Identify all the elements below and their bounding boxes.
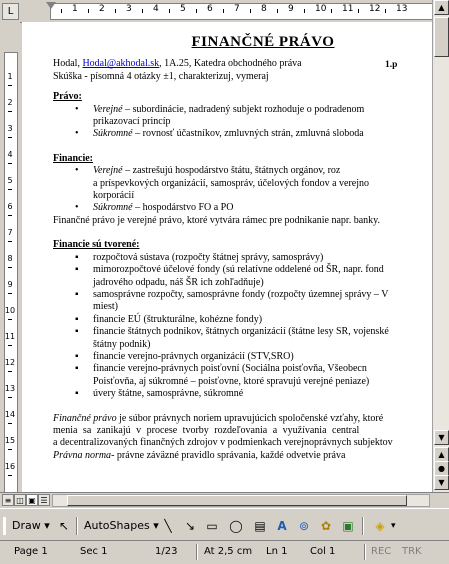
square-bullet-icon: ▪ [75, 264, 79, 276]
clip-art-icon[interactable]: ✿ [320, 519, 332, 533]
vertical-scrollbar[interactable] [432, 0, 449, 492]
ruler-tick [88, 9, 89, 13]
document-title: FINANČNÉ PRÁVO [191, 34, 335, 50]
list-item-continuation: štátny podnik) [93, 338, 151, 350]
vertical-scroll-thumb[interactable] [434, 17, 449, 57]
ruler-tick [304, 9, 305, 13]
vertical-ruler-number: 7 [7, 228, 13, 237]
page-number-label: 1.p [385, 60, 398, 70]
ruler-number: 4 [153, 4, 159, 14]
select-objects-icon[interactable]: ↖ [58, 519, 70, 533]
status-divider [364, 544, 366, 560]
vertical-ruler-tick [8, 215, 12, 216]
item-text: – zastrešujú hospodárstvo štátu, štátnych orgánov, roz [122, 165, 341, 177]
ruler-number: 8 [261, 4, 267, 14]
scroll-up-icon[interactable]: ▲ [434, 0, 449, 15]
item-text: – rovnosť účastníkov, zmluvných strán, zmluvná sloboda [132, 128, 364, 140]
item-text: – hospodárstvo FO a PO [132, 202, 234, 214]
ruler-tick [142, 9, 143, 13]
vertical-ruler[interactable] [0, 22, 20, 492]
status-page-of: 1/23 [155, 546, 178, 557]
vertical-ruler-number: 1 [7, 72, 13, 81]
autoshapes-label: AutoShapes [84, 519, 150, 532]
list-item [53, 264, 432, 276]
definition-term: Finančné právo [53, 412, 117, 424]
vertical-ruler-tick [8, 111, 12, 112]
vertical-ruler-tick [8, 423, 12, 424]
list-item [53, 252, 432, 264]
vertical-ruler-tick [8, 345, 12, 346]
vertical-ruler-number: 13 [4, 384, 16, 393]
horizontal-scrollbar[interactable] [52, 494, 430, 507]
dropdown-arrow-icon: ▾ [153, 519, 159, 532]
status-col: Col 1 [310, 546, 336, 557]
tvorene-list [53, 252, 432, 401]
status-divider [196, 544, 198, 560]
definition-term: Právna norma [53, 449, 112, 461]
scroll-down-icon[interactable]: ▼ [434, 430, 449, 445]
author-line [53, 58, 432, 70]
author-name: Hodal, [53, 58, 83, 70]
definition-line [53, 450, 432, 462]
fill-color-icon[interactable]: ◈ [375, 519, 385, 533]
author-office: , 1A.25, Katedra obchodného práva [159, 58, 302, 70]
list-item-continuation: a príspevkových organizácií, samospráv, účelových fondov a verejno [93, 177, 370, 189]
list-item-continuation: jadrového odpadu, náš ŠR ich zohľadňuje) [93, 276, 264, 288]
vertical-ruler-number: 12 [4, 358, 16, 367]
text-box-icon[interactable]: ▤ [254, 519, 266, 533]
item-text: – subordinácie, nadradený subjekt rozhoduje o podradenom [122, 103, 365, 115]
item-text: mimorozpočtové účelové fondy (sú relatívne oddelené od ŠR, napr. fond [93, 264, 384, 276]
ruler-tick [169, 9, 170, 13]
square-bullet-icon: ▪ [75, 251, 79, 263]
ruler-number: 13 [396, 4, 408, 14]
list-item-continuation: prikazovací princíp [93, 116, 171, 128]
ruler-number: 9 [288, 4, 294, 14]
print-layout-view-icon[interactable]: ▣ [26, 494, 38, 506]
definition-text: je súbor právnych noriem upravujúcich spoločenské vzťahy, ktoré [116, 412, 384, 424]
fill-color-dropdown-icon[interactable]: ▾ [391, 521, 396, 531]
vertical-ruler-tick [8, 85, 12, 86]
item-text: úvery štátne, samosprávne, súkromné [93, 388, 244, 400]
normal-view-icon[interactable]: ≡ [2, 494, 14, 506]
drawing-toolbar [0, 508, 449, 541]
list-item [53, 326, 432, 338]
list-item [53, 388, 432, 400]
ruler-number: 11 [342, 4, 354, 14]
square-bullet-icon: ▪ [75, 313, 79, 325]
vertical-ruler-number: 9 [7, 280, 13, 289]
ruler-tick [61, 9, 62, 13]
arrow-icon[interactable]: ↘ [184, 519, 196, 533]
horizontal-ruler[interactable] [0, 0, 432, 23]
section-heading-financie: Financie: [53, 152, 93, 164]
list-item [53, 289, 432, 301]
document-page[interactable] [22, 22, 432, 492]
square-bullet-icon: ▪ [75, 388, 79, 400]
vertical-ruler-band [4, 52, 18, 494]
vertical-ruler-tick [8, 319, 12, 320]
status-page: Page 1 [14, 546, 48, 557]
list-item [53, 165, 432, 177]
list-item [53, 128, 432, 140]
list-item-continuation: Poisťovňa, aj súkromné – poisťovne, ktoré spravujú verejné peniaze) [93, 375, 370, 387]
autoshapes-menu-button[interactable] [84, 517, 159, 535]
rectangle-icon[interactable]: ▭ [206, 519, 218, 533]
vertical-ruler-tick [8, 475, 12, 476]
previous-page-icon[interactable]: ▲ [434, 447, 449, 462]
square-bullet-icon: ▪ [75, 326, 79, 338]
item-text: financie štátnych podnikov, štátnych organizácií (štátne lesy SR, vojenské [93, 326, 389, 338]
item-text: rozpočtová sústava (rozpočty štátnej správy, samosprávy) [93, 251, 324, 263]
view-bar [0, 492, 449, 508]
vertical-ruler-number: 6 [7, 202, 13, 211]
definition-line [53, 413, 432, 425]
item-text: samosprávne rozpočty, samosprávne fondy (rozpočty územnej správy – V [93, 288, 389, 300]
financie-note: Finančné právo je verejné právo, ktoré vytvára rámec pre podnikanie napr. banky. [53, 214, 380, 226]
ruler-tick [115, 9, 116, 13]
status-trk[interactable]: TRK [402, 546, 422, 557]
definition-line: menia sa zanikajú v procese tvorby rozdeľovania a využívania central [53, 424, 360, 436]
vertical-ruler-number: 14 [4, 410, 16, 419]
bullet-icon: • [75, 128, 79, 140]
next-page-icon[interactable]: ▼ [434, 475, 449, 490]
vertical-ruler-tick [8, 397, 12, 398]
vertical-ruler-tick [8, 371, 12, 372]
ruler-tick [223, 9, 224, 13]
vertical-ruler-number: 8 [7, 254, 13, 263]
select-browse-object-icon[interactable]: ● [434, 461, 449, 476]
bullet-icon: • [75, 103, 79, 115]
item-text: financie EÚ (štrukturálne, kohézne fondy) [93, 313, 263, 325]
exam-line: Skúška - písomná 4 otázky ±1, charakterizuj, vymeraj [53, 70, 269, 82]
item-text: financie verejno-právnych poisťovní (Sociálna poisťovňa, Všeobecn [93, 363, 367, 375]
toolbar-separator [76, 517, 78, 535]
square-bullet-icon: ▪ [75, 363, 79, 375]
ruler-number: 10 [315, 4, 327, 14]
status-line: Ln 1 [266, 546, 288, 557]
ruler-tick [277, 9, 278, 13]
list-item-continuation: korporácií [93, 190, 135, 202]
list-item [53, 202, 432, 214]
vertical-ruler-tick [8, 449, 12, 450]
term: Súkromné [93, 202, 133, 214]
outline-view-icon[interactable]: ☰ [38, 494, 50, 506]
list-item-continuation: miest) [93, 301, 118, 313]
toolbar-grip[interactable] [3, 517, 6, 535]
vertical-ruler-tick [8, 241, 12, 242]
ruler-number: 7 [234, 4, 240, 14]
status-bar [0, 540, 449, 564]
ruler-tick [196, 9, 197, 13]
vertical-ruler-number: 16 [4, 462, 16, 471]
toolbar-separator [362, 517, 364, 535]
wordart-icon[interactable]: A [277, 519, 287, 533]
draw-label: Draw [12, 519, 41, 532]
section-heading-pravo: Právo: [53, 91, 82, 103]
web-layout-view-icon[interactable]: ◫ [14, 494, 26, 506]
ruler-number: 1 [72, 4, 78, 14]
ruler-number: 3 [126, 4, 132, 14]
item-text: financie verejno-právnych organizácií (STV,SRO) [93, 350, 294, 362]
vertical-ruler-tick [8, 293, 12, 294]
line-icon[interactable]: ╲ [164, 519, 172, 533]
insert-picture-icon[interactable]: ▣ [342, 519, 354, 533]
vertical-ruler-number: 10 [4, 306, 16, 315]
list-item [53, 363, 432, 375]
term: Verejné [93, 165, 123, 177]
document-body[interactable] [53, 36, 432, 462]
draw-menu-button[interactable] [12, 517, 50, 535]
vertical-ruler-number: 5 [7, 176, 13, 185]
status-rec[interactable]: REC [371, 546, 392, 557]
square-bullet-icon: ▪ [75, 350, 79, 362]
oval-icon[interactable]: ◯ [229, 519, 243, 533]
status-section: Sec 1 [80, 546, 108, 557]
term: Súkromné [93, 128, 133, 140]
vertical-ruler-tick [8, 137, 12, 138]
definition-text: - právne záväzné pravidlo správania, každé odvetvie práva [111, 449, 346, 461]
section-heading-tvorene: Financie sú tvorené: [53, 239, 140, 251]
horizontal-scroll-thumb[interactable] [67, 495, 407, 506]
square-bullet-icon: ▪ [75, 288, 79, 300]
ruler-tick [331, 9, 332, 13]
list-item [53, 351, 432, 363]
list-item [53, 314, 432, 326]
tab-selector-button[interactable]: L [2, 3, 19, 20]
ruler-tick [358, 9, 359, 13]
bullet-icon: • [75, 165, 79, 177]
definition-line: a decentralizovaných finančných zdrojov v podmienkach verejnoprávnych subjektov [53, 437, 393, 449]
ruler-number: 12 [369, 4, 381, 14]
dropdown-arrow-icon: ▾ [44, 519, 50, 532]
list-item [53, 104, 432, 116]
bullet-icon: • [75, 202, 79, 214]
term: Verejné [93, 103, 123, 115]
status-at: At 2,5 cm [204, 546, 253, 557]
vertical-ruler-number: 11 [4, 332, 16, 341]
vertical-ruler-tick [8, 267, 12, 268]
first-line-indent-marker[interactable] [46, 2, 56, 9]
ruler-number: 5 [180, 4, 186, 14]
ruler-number: 6 [207, 4, 213, 14]
vertical-ruler-tick [8, 163, 12, 164]
vertical-ruler-tick [8, 189, 12, 190]
email-link[interactable]: Hodal@akhodal.sk [82, 58, 160, 70]
ruler-number: 2 [99, 4, 105, 14]
vertical-ruler-number: 2 [7, 98, 13, 107]
vertical-ruler-number: 4 [7, 150, 13, 159]
ruler-tick [385, 9, 386, 13]
vertical-ruler-number: 15 [4, 436, 16, 445]
vertical-ruler-number: 3 [7, 124, 13, 133]
ruler-tick [250, 9, 251, 13]
diagram-icon[interactable]: ⊚ [298, 519, 310, 533]
